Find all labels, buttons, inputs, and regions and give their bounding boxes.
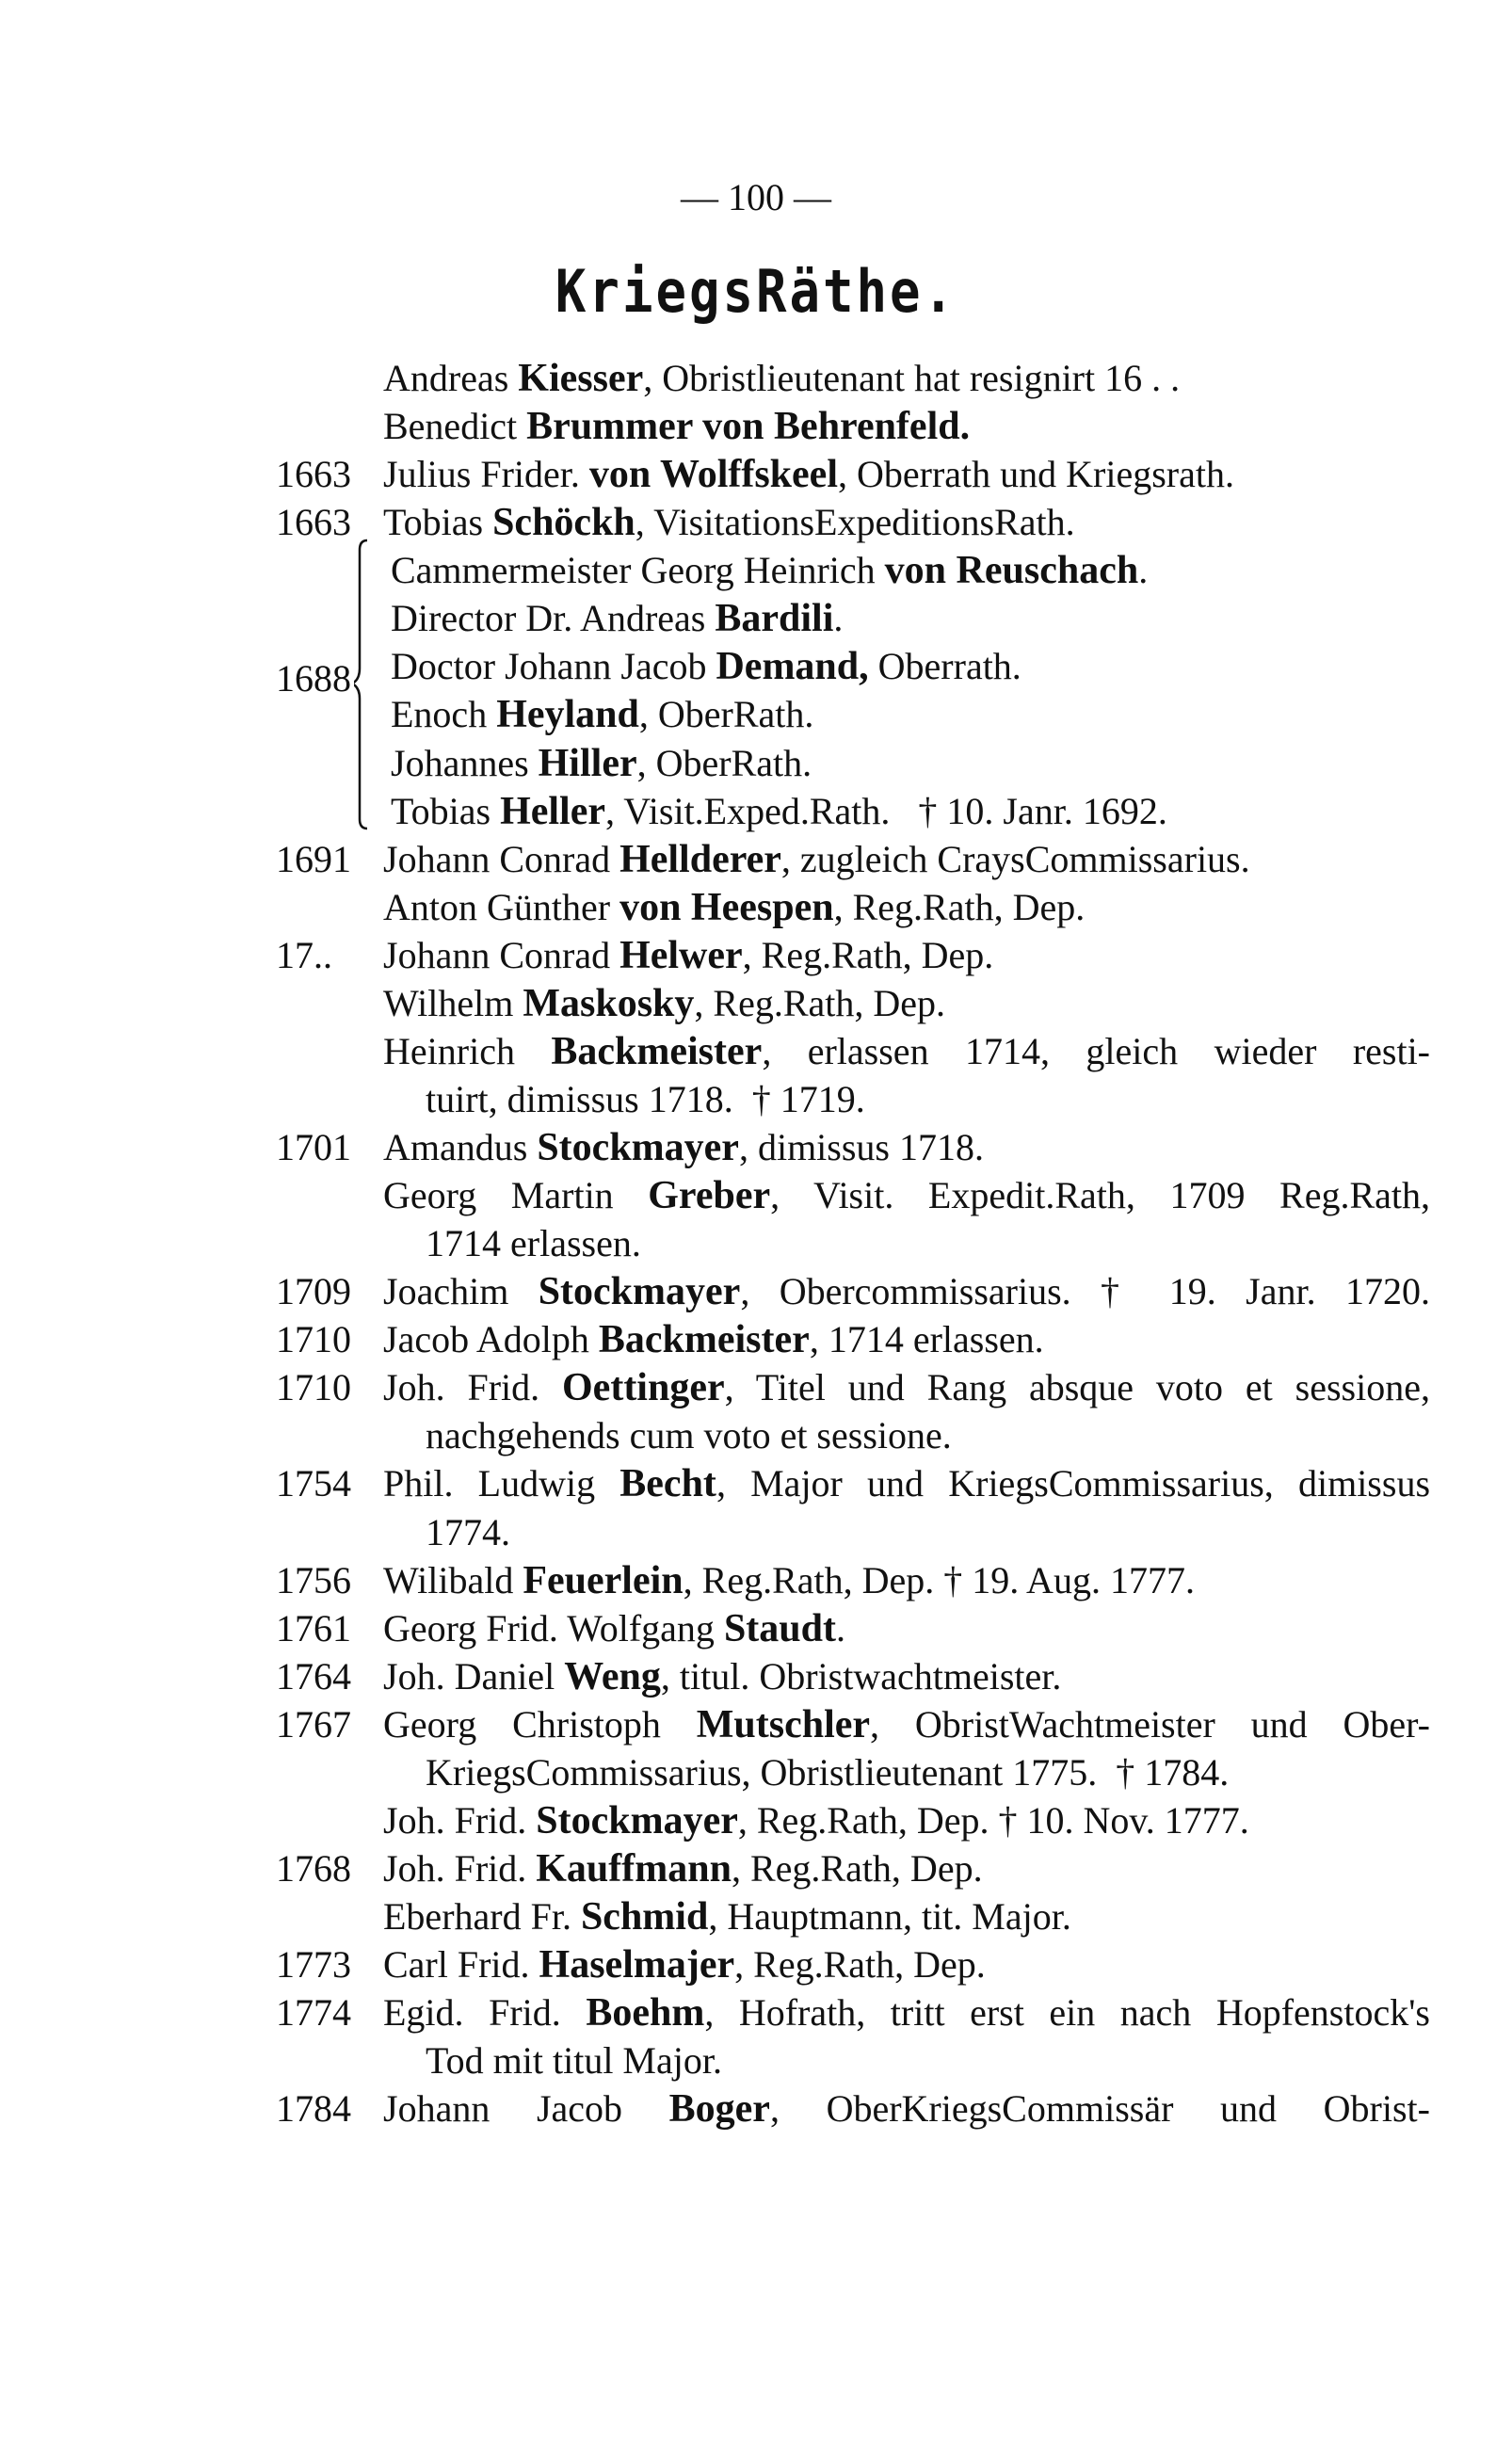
entry-detail: Amandus <box>383 1126 538 1168</box>
person-name: Feuerlein <box>523 1558 684 1602</box>
entry-detail: Joachim <box>383 1270 539 1313</box>
entry-detail: . <box>836 1606 845 1649</box>
entry-year: 17.. <box>276 933 332 976</box>
entry-year: 1761 <box>276 1606 351 1649</box>
person-name: Backmeister <box>551 1029 763 1073</box>
person-name: Demand, <box>716 645 869 689</box>
entry-detail: , Obercommissarius. † 19. Janr. 1720. <box>740 1270 1430 1313</box>
entry-detail: Heinrich <box>383 1029 552 1072</box>
person-name: Kiesser <box>518 357 644 400</box>
entry-detail: Carl Frid. <box>383 1943 539 1987</box>
person-name: Bardili <box>715 597 834 641</box>
entry-detail: Georg Martin <box>383 1174 649 1217</box>
entry-text <box>426 1411 1430 1459</box>
entry-text <box>383 1123 1430 1172</box>
entry-detail: , ObristWachtmeister und Ober- <box>870 1702 1431 1746</box>
entry-detail: Joh. Daniel <box>383 1654 565 1698</box>
entry-text <box>383 1027 1430 1076</box>
entry-text <box>383 2084 1430 2133</box>
entry-text <box>383 1940 1430 1989</box>
list-item <box>0 498 1512 546</box>
entry-detail: , Reg.Rath, Dep. <box>833 885 1086 928</box>
entry-detail: Georg Frid. Wolfgang <box>383 1606 724 1649</box>
entry-text <box>383 1700 1430 1749</box>
person-name: von Heespen <box>619 885 834 929</box>
entry-text <box>383 979 1430 1028</box>
entry-detail: , Reg.Rath, Dep. <box>731 1846 983 1890</box>
entry-text <box>426 2036 1430 2084</box>
entry-text <box>426 1748 1430 1796</box>
list-item <box>0 1556 1512 1604</box>
entry-detail: Eberhard Fr. <box>383 1895 581 1938</box>
entry-text <box>383 402 1430 451</box>
list-item <box>0 1315 1512 1363</box>
entry-text <box>391 739 1430 788</box>
entry-text <box>391 546 1430 595</box>
entry-year: 1701 <box>276 1126 351 1168</box>
entry-detail: , OberKriegsCommissär und Obrist- <box>769 2087 1430 2131</box>
person-name: Boehm <box>586 1991 705 2036</box>
list-item <box>0 787 1512 835</box>
entry-detail: , dimissus 1718. <box>738 1126 984 1168</box>
entry-year: 1764 <box>276 1654 351 1698</box>
list-item <box>0 1123 1512 1171</box>
entry-detail: , Hauptmann, tit. Major. <box>708 1895 1071 1938</box>
entry-detail: Egid. Frid. <box>383 1991 587 2035</box>
entry-text <box>426 1508 1430 1556</box>
entry-detail: Tod mit titul Major. <box>426 2039 722 2083</box>
list-item <box>0 546 1512 594</box>
person-name: Oettinger <box>562 1366 725 1410</box>
entry-detail: KriegsCommissarius, Obristlieutenant 1775. † 1784. <box>426 1750 1230 1794</box>
person-name: Staudt <box>723 1606 836 1650</box>
list-item <box>0 835 1512 883</box>
entry-detail: Tobias <box>383 501 493 544</box>
entry-detail: Wilhelm <box>383 981 523 1024</box>
entry-detail: Johann Jacob <box>383 2087 669 2131</box>
list-item <box>0 1411 1512 1459</box>
entry-year: 1767 <box>276 1702 351 1746</box>
list-item <box>0 979 1512 1027</box>
list-item <box>0 1219 1512 1267</box>
entry-detail: , OberRath. <box>636 741 812 784</box>
entry-detail: , Reg.Rath, Dep. † 10. Nov. 1777. <box>737 1798 1249 1842</box>
entry-text <box>383 1315 1430 1364</box>
list-item <box>0 2036 1512 2084</box>
entry-year: 1710 <box>276 1318 351 1361</box>
entry-detail: Joh. Frid. <box>383 1798 537 1842</box>
list-item <box>0 1075 1512 1123</box>
entry-detail: , 1714 erlassen. <box>809 1318 1044 1361</box>
entry-detail: , erlassen 1714, gleich wieder resti- <box>762 1029 1430 1072</box>
entry-text <box>383 883 1430 932</box>
entry-text <box>383 498 1430 547</box>
entry-detail: , zugleich CraysCommissarius. <box>780 837 1250 880</box>
person-name: Hiller <box>538 741 637 785</box>
person-name: Becht <box>619 1462 716 1506</box>
entry-detail: Wilibald <box>383 1558 523 1601</box>
person-name: Hellderer <box>619 837 781 881</box>
entry-text <box>426 1219 1430 1267</box>
entry-text <box>383 1267 1430 1316</box>
entry-detail: . <box>833 597 844 640</box>
entry-detail: , Reg.Rath, Dep. <box>694 981 946 1024</box>
entry-text <box>383 1892 1430 1941</box>
entry-detail: Anton Günther <box>383 885 620 928</box>
list-item <box>0 1363 1512 1411</box>
person-name: Maskosky <box>523 981 695 1025</box>
entry-detail: , Hofrath, tritt erst ein nach Hopfenstock's <box>704 1991 1430 2035</box>
list-item <box>0 690 1512 738</box>
person-name: Stockmayer <box>536 1798 738 1842</box>
person-name: Weng <box>564 1654 661 1698</box>
entry-detail: , OberRath. <box>638 693 814 736</box>
entry-detail: Julius Frider. <box>383 453 589 496</box>
person-name: von Wolffskeel <box>588 453 838 497</box>
list-item <box>0 1267 1512 1315</box>
list-item <box>0 1652 1512 1700</box>
entry-year: 1663 <box>276 453 351 496</box>
list-item <box>0 642 1512 690</box>
list-item <box>0 354 1512 402</box>
list-item <box>0 1940 1512 1988</box>
entry-detail: , Reg.Rath, Dep. † 19. Aug. 1777. <box>683 1558 1195 1601</box>
list-item <box>0 1171 1512 1219</box>
list-item <box>0 1988 1512 2036</box>
entry-detail: Johannes <box>391 741 539 784</box>
entry-detail: , Obristlieutenant hat resignirt 16 . . <box>643 357 1181 399</box>
person-name: Heller <box>500 789 606 833</box>
list-item <box>0 1459 1512 1507</box>
entry-text <box>383 450 1430 499</box>
list-item <box>0 1604 1512 1652</box>
list-item <box>0 1027 1512 1075</box>
entry-detail: tuirt, dimissus 1718. † 1719. <box>426 1077 865 1120</box>
entry-detail: Oberrath. <box>868 645 1021 688</box>
bracket-year: 1688 <box>276 657 351 700</box>
entry-text <box>391 594 1430 643</box>
entry-detail: , Visit. Expedit.Rath, 1709 Reg.Rath, <box>770 1174 1431 1217</box>
entry-detail: , Oberrath und Kriegsrath. <box>838 453 1234 496</box>
entry-text <box>383 1652 1430 1701</box>
entry-detail: Johann Conrad <box>383 837 620 880</box>
entry-detail: Enoch <box>391 693 497 736</box>
person-name: Schmid <box>580 1895 709 1939</box>
entry-detail: 1714 erlassen. <box>426 1222 641 1265</box>
entry-detail: Jacob Adolph <box>383 1318 599 1361</box>
person-name: Boger <box>668 2087 770 2132</box>
list-item <box>0 1508 1512 1556</box>
entry-detail: , Major und KriegsCommissarius, dimissus <box>716 1462 1431 1505</box>
entry-year: 1710 <box>276 1366 351 1409</box>
entry-detail: Joh. Frid. <box>383 1846 537 1890</box>
page-title: KriegsRäthe. <box>555 257 957 326</box>
entry-text <box>383 1988 1430 2037</box>
entry-list <box>0 354 1512 2132</box>
entry-year: 1691 <box>276 837 351 880</box>
person-name: Stockmayer <box>537 1126 739 1169</box>
entry-text <box>383 1556 1430 1605</box>
entry-text <box>383 354 1430 403</box>
person-name: Heyland <box>496 693 639 737</box>
person-name: Mutschler <box>696 1702 871 1746</box>
person-name: Brummer von Behrenfeld. <box>526 405 971 449</box>
entry-text <box>383 1363 1430 1412</box>
page-number: — 100 — <box>681 176 831 218</box>
person-name: von Reuschach <box>884 549 1139 593</box>
entry-detail: , VisitationsExpeditionsRath. <box>635 501 1075 544</box>
entry-detail: Joh. Frid. <box>383 1366 563 1409</box>
entry-detail: , titul. Obristwachtmeister. <box>660 1654 1062 1698</box>
list-item <box>0 883 1512 931</box>
list-item <box>0 450 1512 498</box>
entry-text <box>383 1844 1430 1893</box>
list-item <box>0 2084 1512 2132</box>
entry-detail: Phil. Ludwig <box>383 1462 620 1505</box>
entry-detail: Cammermeister Georg Heinrich <box>391 549 885 592</box>
entry-text <box>391 690 1430 739</box>
entry-detail: Johann Conrad <box>383 933 620 976</box>
entry-text <box>426 1075 1430 1123</box>
list-item <box>0 594 1512 642</box>
list-item <box>0 1892 1512 1940</box>
entry-detail: Tobias <box>391 789 501 832</box>
entry-text <box>383 931 1430 980</box>
list-item <box>0 1844 1512 1892</box>
entry-year: 1709 <box>276 1270 351 1313</box>
entry-year: 1773 <box>276 1943 351 1987</box>
list-item <box>0 739 1512 787</box>
entry-detail: , Titel und Rang absque voto et sessione, <box>724 1366 1430 1409</box>
entry-year: 1754 <box>276 1462 351 1505</box>
entry-detail: 1774. <box>426 1510 510 1553</box>
curly-brace <box>354 537 382 838</box>
person-name: Haselmajer <box>539 1943 735 1987</box>
list-item <box>0 1748 1512 1796</box>
entry-text <box>383 1459 1430 1508</box>
entry-year: 1784 <box>276 2087 351 2131</box>
entry-detail: Benedict <box>383 405 527 448</box>
entry-year: 1663 <box>276 501 351 544</box>
entry-detail: Georg Christoph <box>383 1702 697 1746</box>
entry-detail: Doctor Johann Jacob <box>391 645 716 688</box>
entry-text <box>383 835 1430 884</box>
person-name: Stockmayer <box>538 1270 741 1314</box>
person-name: Helwer <box>619 933 743 977</box>
person-name: Backmeister <box>598 1318 810 1362</box>
person-name: Schöckh <box>492 501 635 545</box>
entry-year: 1768 <box>276 1846 351 1890</box>
entry-detail: , Reg.Rath, Dep. <box>734 1943 986 1987</box>
entry-detail: nachgehends cum voto et sessione. <box>426 1414 952 1457</box>
list-item <box>0 1700 1512 1748</box>
entry-detail: , Visit.Exped.Rath. † 10. Janr. 1692. <box>605 789 1167 832</box>
list-item <box>0 1796 1512 1844</box>
list-item <box>0 931 1512 979</box>
entry-detail: . <box>1138 549 1149 592</box>
person-name: Kauffmann <box>536 1846 732 1891</box>
entry-detail: Director Dr. Andreas <box>391 597 716 640</box>
entry-year: 1774 <box>276 1991 351 2035</box>
entry-year: 1756 <box>276 1558 351 1601</box>
entry-detail: , Reg.Rath, Dep. <box>742 933 994 976</box>
entry-text <box>391 787 1430 836</box>
entry-detail: Andreas <box>383 357 519 399</box>
entry-text <box>383 1604 1430 1653</box>
list-item <box>0 402 1512 450</box>
entry-text <box>383 1796 1430 1845</box>
entry-text <box>391 642 1430 691</box>
person-name: Greber <box>648 1174 771 1218</box>
entry-text <box>383 1171 1430 1220</box>
